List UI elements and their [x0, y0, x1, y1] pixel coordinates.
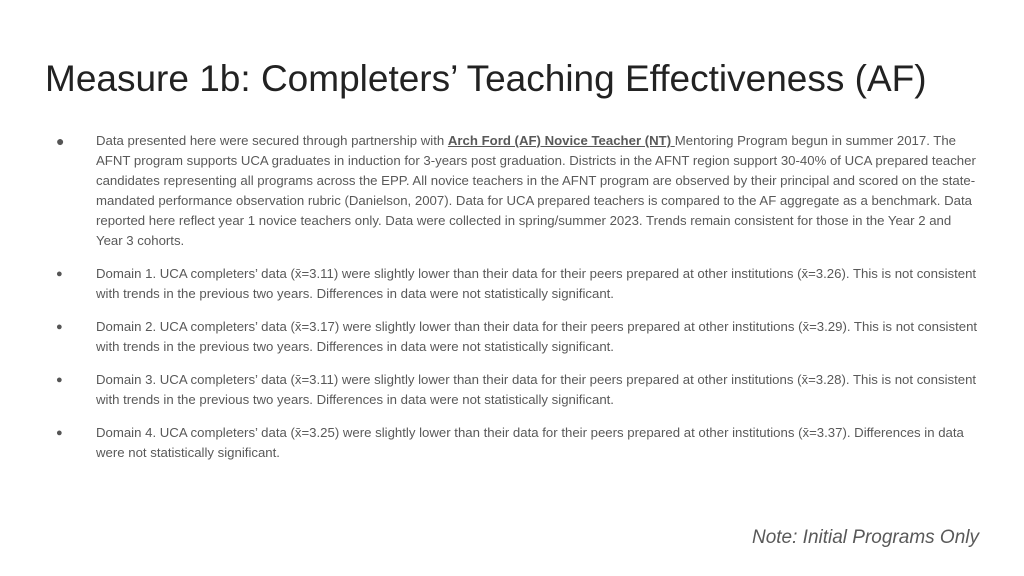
bullet-item-domain-1 [56, 264, 980, 304]
bullet-text: Domain 1. UCA completers’ data (x̄=3.11) were slightly lower than their data for their peers prepared at other institutions (x̄=3.26). This is not consistent with trends in the previous two years. Differences in data were not statistically significant. [96, 266, 977, 301]
bullet-item-domain-2 [56, 317, 980, 357]
slide-title: Measure 1b: Completers’ Teaching Effectiveness (AF) [45, 58, 927, 99]
footnote: Note: Initial Programs Only [751, 527, 979, 548]
bullet-text-after: Mentoring Program begun in summer 2017. The AFNT program supports UCA graduates in induction for 3-years post graduation. Districts in the AFNT region support 30-40% of UCA prepared teacher candidates representing all programs across the EPP. All novice teachers in the AFNT program are observed by their principal and scored on the state-mandated performance observation rubric (Danielson, 2007). Data for UCA prepared teachers is compared to the AF aggregate as a benchmark. Data reported here reflect year 1 novice teachers only. Data were collected in spring/summer 2023. Trends remain consistent for those in the Year 2 and Year 3 cohorts. [96, 133, 976, 248]
bullet-item-domain-3 [56, 370, 980, 410]
bullet-item-domain-4 [56, 423, 980, 463]
bullet-text: Domain 3. UCA completers’ data (x̄=3.11) were slightly lower than their data for their peers prepared at other institutions (x̄=3.28). This is not consistent with trends in the previous two years. Differences in data were not statistically significant. [96, 372, 977, 407]
bullet-marker: ● [56, 268, 63, 280]
bullet-marker: ● [56, 427, 63, 439]
bullet-item-intro [56, 131, 980, 251]
bullet-text: Domain 2. UCA completers’ data (x̄=3.17) were slightly lower than their data for their peers prepared at other institutions (x̄=3.29). This is not consistent with trends in the previous two years. Differences in data were not statistically significant. [96, 319, 978, 354]
bullet-marker: ● [56, 374, 63, 386]
bullet-marker: ● [56, 321, 63, 333]
bullet-text-before: Data presented here were secured through partnership with [96, 133, 448, 148]
bullet-list [56, 131, 980, 476]
bullet-marker: ● [56, 133, 65, 149]
arch-ford-link[interactable]: Arch Ford (AF) Novice Teacher (NT) [447, 133, 675, 148]
bullet-text: Domain 4. UCA completers’ data (x̄=3.25) were slightly lower than their data for their peers prepared at other institutions (x̄=3.37). Differences in data were not statistically significant. [96, 425, 964, 460]
